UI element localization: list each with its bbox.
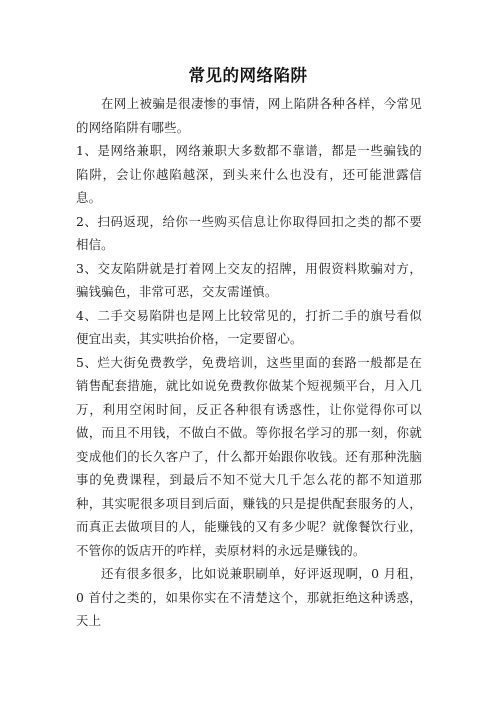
paragraph-item-2: 2、扫码返现，给你一些购买信息让你取得回扣之类的都不要相信。 <box>76 213 422 252</box>
paragraph-item-4: 4、二手交易陷阱也是网上比较常见的，打折二手的旗号看似便宜出卖，其实哄抬价格，一定要留心。 <box>76 307 422 346</box>
paragraph-item-3: 3、交友陷阱就是打着网上交友的招牌，用假资料欺骗对方，骗钱骗色，非常可恶，交友需谨慎。 <box>76 260 422 299</box>
paragraph-intro: 在网上被骗是很凄惨的事情，网上陷阱各种各样，今常见的网络陷阱有哪些。 <box>76 96 422 135</box>
paragraph-item-1: 1、是网络兼职，网络兼职大多数都不靠谱，都是一些骗钱的陷阱，会让你越陷越深，到头来什么也没有，还可能泄露信息。 <box>76 143 422 205</box>
paragraph-closing: 还有很多很多，比如说兼职刷单，好评返现啊，0 月租，0 首付之类的，如果你实在不清楚这个，那就拒绝这种诱惑，天上 <box>76 566 422 628</box>
document-body <box>76 92 422 633</box>
document-title: 常见的网络陷阱 <box>188 66 308 85</box>
paragraph-item-5: 5、烂大街免费教学，免费培训，这些里面的套路一般都是在销售配套措施，就比如说免费教你做某个短视频平台，月入几万，利用空闲时间，反正各种很有诱惑性，让你觉得你可以做，而且不用钱，不做白不做。等你报名学习的那一刻，你就变成他们的长久客户了，什么都开始跟你收钱。还有那种洗脑事的免费课程，到最后不知不觉大几千怎么花的都不知道那种，其实呢很多项目到后面，赚钱的只是提供配套服务的人，而真正去做项目的人，能赚钱的又有多少呢？就像餐饮行业，不管你的饭店开的咋样，卖原材料的永远是赚钱的。 <box>76 354 422 558</box>
